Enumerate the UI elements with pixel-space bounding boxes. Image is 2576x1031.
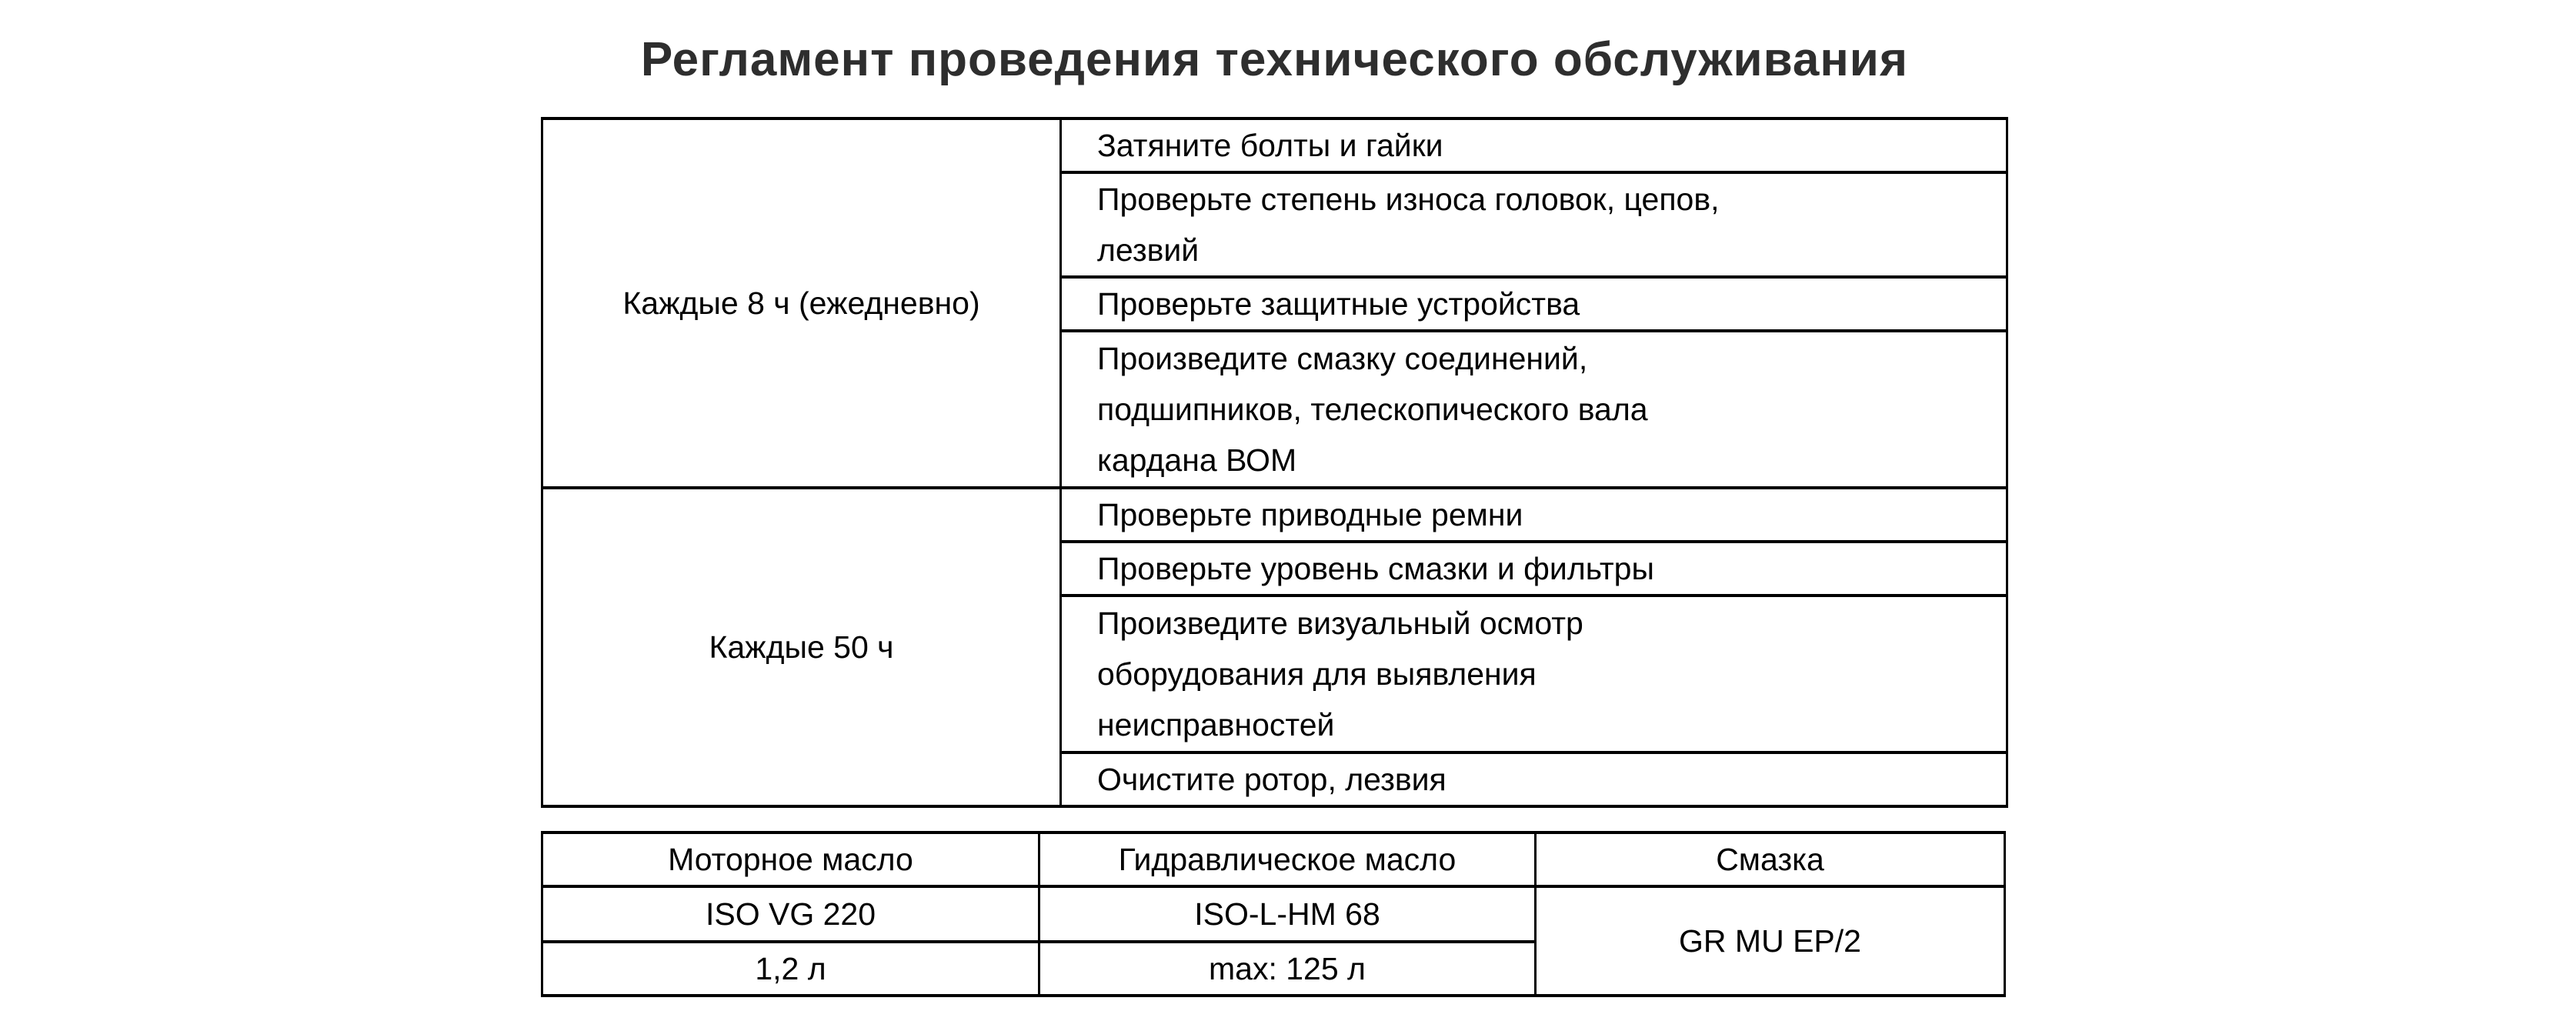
- task-cell: Проверьте уровень смазки и фильтры: [1061, 542, 2007, 596]
- motor-oil-volume-cell: 1,2 л: [542, 942, 1039, 996]
- fluids-table: [541, 831, 2006, 997]
- interval-cell-every-8h: Каждые 8 ч (ежедневно): [542, 118, 1061, 488]
- task-cell: Проверьте степень износа головок, цепов, лезвий: [1061, 172, 2007, 277]
- task-cell: Произведите смазку соединений, подшипников, телескопического вала кардана ВОМ: [1061, 331, 2007, 488]
- table-row: [542, 832, 2005, 886]
- header-cell-grease: Смазка: [1536, 832, 2005, 886]
- hydraulic-oil-volume-cell: max: 125 л: [1039, 942, 1536, 996]
- maintenance-schedule-table: [541, 117, 2008, 808]
- table-row: [542, 118, 2007, 172]
- task-cell: Проверьте защитные устройства: [1061, 277, 2007, 331]
- page-title: Регламент проведения технического обслуживания: [640, 33, 1909, 86]
- task-cell: Очистите ротор, лезвия: [1061, 752, 2007, 806]
- table-row: [542, 488, 2007, 542]
- hydraulic-oil-grade-cell: ISO-L-HM 68: [1039, 886, 1536, 942]
- task-cell: Произведите визуальный осмотр оборудования для выявления неисправностей: [1061, 596, 2007, 752]
- header-cell-hydraulic-oil: Гидравлическое масло: [1039, 832, 1536, 886]
- task-cell: Проверьте приводные ремни: [1061, 488, 2007, 542]
- task-cell: Затяните болты и гайки: [1061, 118, 2007, 172]
- grease-grade-cell: GR MU EP/2: [1536, 886, 2005, 996]
- motor-oil-grade-cell: ISO VG 220: [542, 886, 1039, 942]
- table-row: [542, 886, 2005, 942]
- header-cell-motor-oil: Моторное масло: [542, 832, 1039, 886]
- interval-cell-every-50h: Каждые 50 ч: [542, 488, 1061, 806]
